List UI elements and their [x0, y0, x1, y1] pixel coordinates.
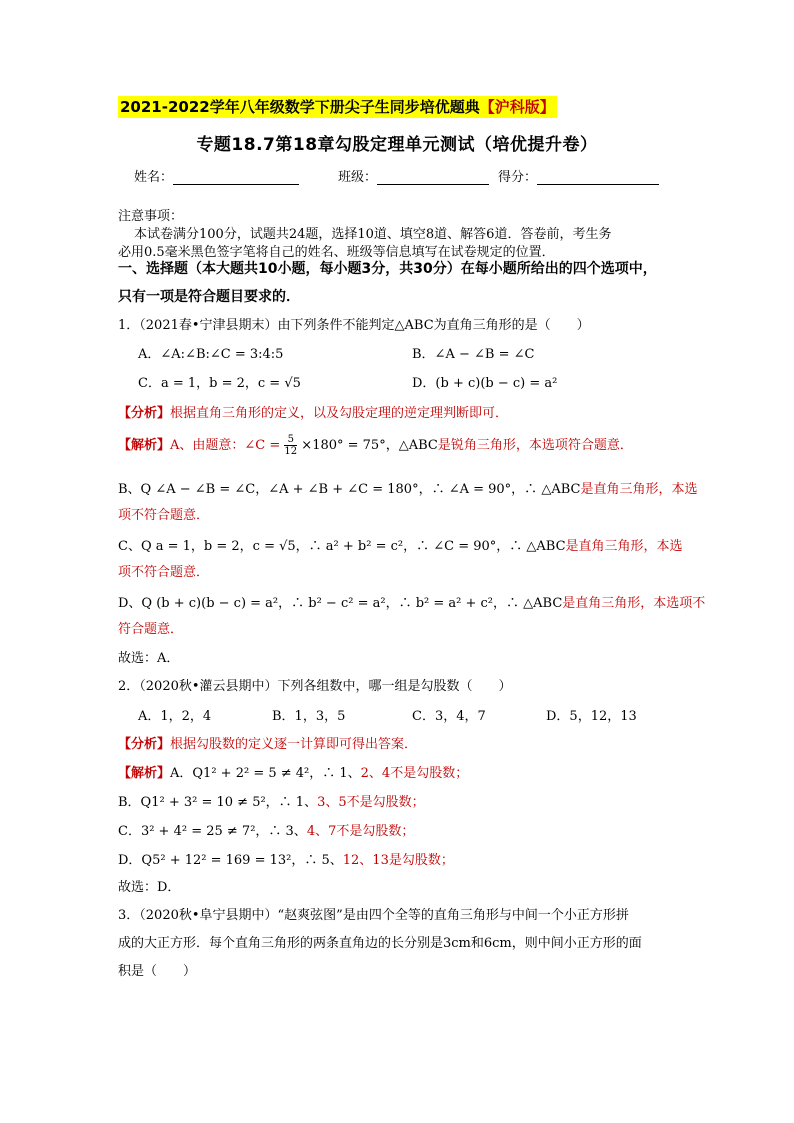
- q1-solution-d: [118, 592, 705, 611]
- q2-option-a: A．1，2，4: [138, 709, 212, 724]
- q2-solution-a: [118, 762, 468, 781]
- q1-sol-b-a: B、Q ∠A − ∠B = ∠C，∠A + ∠B + ∠C = 180°，∴ ∠A = 90°，∴ △ABC: [118, 482, 581, 497]
- q1-answer: 故选：A．: [118, 651, 180, 666]
- q2-analysis-text: 根据勾股数的定义逐一计算即可得出答案．: [170, 737, 418, 752]
- q2-sol-c-a: C．3² + 4² = 25 ≠ 7²，∴ 3、: [118, 824, 307, 839]
- q2-sol-b-a: B．Q1² + 3² = 10 ≠ 5²，∴ 1、: [118, 795, 318, 810]
- q1-sol-d-c: 符合题意．: [118, 622, 184, 637]
- q2-sol-a-b: 2、4: [360, 766, 391, 781]
- q1-option-a: A．∠A:∠B:∠C = 3:4:5: [138, 347, 284, 362]
- q3-stem-line-1: 3．（2020秋•阜宁县期中）“赵爽弦图”是由四个全等的直角三角形与中间一个小正方形拼: [118, 908, 629, 923]
- q2-analysis: [118, 733, 417, 752]
- fraction-denominator: 12: [284, 446, 298, 457]
- score-field-row: [498, 166, 659, 185]
- q2-option-b: B．1，3，5: [272, 709, 346, 724]
- q2-sol-b-c: 不是勾股数；: [346, 795, 425, 810]
- q1-solution-b: [118, 478, 697, 497]
- q1-solution-tag: 【解析】: [118, 438, 171, 453]
- q1-sol-b-b: 是直角三角形，本选: [580, 482, 698, 497]
- q1-sol-a-3: 是锐角三角形，本选项符合题意．: [437, 438, 633, 453]
- notes-line-1: 本试卷满分100分，试题共24题，选择10道、填空8道、解答6道．答卷前，考生务: [134, 227, 612, 242]
- name-label: 姓名：: [134, 170, 174, 185]
- q1-sol-d-b: 是直角三角形，本选项不: [562, 596, 706, 611]
- name-blank: [173, 170, 299, 185]
- q1-stem: 1．（2021春•宁津县期末）由下列条件不能判定△ABC为直角三角形的是（ ）: [118, 318, 590, 333]
- q1-sol-c-a: C、Q a = 1，b = 2，c = √5，∴ a² + b² = c²，∴ ∠C = 90°，∴ △ABC: [118, 539, 566, 554]
- q1-solution-c: [118, 535, 683, 554]
- q2-sol-d-b: 12、13: [342, 853, 389, 868]
- q2-option-c: C．3，4，7: [412, 709, 486, 724]
- q2-solution-tag: 【解析】: [118, 766, 171, 781]
- class-label: 班级：: [338, 170, 378, 185]
- q1-analysis: [118, 402, 508, 421]
- q2-sol-c-b: 4、7: [306, 824, 337, 839]
- q2-sol-b-b: 3、5: [317, 795, 347, 810]
- header-banner: [118, 96, 557, 118]
- class-field-row: [338, 166, 489, 185]
- q1-solution-a: [118, 434, 633, 457]
- banner-main-text: 2021-2022学年八年级数学下册尖子生同步培优题典: [120, 98, 480, 116]
- name-field-row: [134, 166, 299, 185]
- page-title: 专题18.7第18章勾股定理单元测试（培优提升卷）: [196, 135, 598, 155]
- q1-sol-b-c: 项不符合题意．: [118, 508, 210, 523]
- q1-sol-a-1: A、由题意：∠C =: [170, 438, 281, 453]
- q2-sol-a-c: 不是勾股数；: [390, 766, 469, 781]
- class-blank: [377, 170, 489, 185]
- fraction-numerator: 5: [284, 434, 297, 446]
- q2-sol-d-c: 是勾股数；: [388, 853, 454, 868]
- section1-heading-line-1: 一、选择题（本大题共10小题，每小题3分，共30分）在每小题所给出的四个选项中，: [118, 261, 657, 277]
- score-blank: [537, 170, 659, 185]
- q1-sol-c-b: 是直角三角形，本选: [565, 539, 683, 554]
- q2-stem: 2．（2020秋•灌云县期中）下列各组数中，哪一组是勾股数（ ）: [118, 679, 512, 694]
- fraction-5-12: [284, 434, 297, 457]
- q2-solution-c: [118, 820, 414, 839]
- q1-sol-d-a: D、Q (b + c)(b − c) = a²，∴ b² − c² = a²，∴ b² = a² + c²，∴ △ABC: [118, 596, 563, 611]
- q2-sol-d-a: D．Q5² + 12² = 169 = 13²，∴ 5、: [118, 853, 343, 868]
- notes-line-2: 必用0.5毫米黑色签字笔将自己的姓名、班级等信息填写在试卷规定的位置．: [118, 245, 555, 260]
- q2-answer: 故选：D．: [118, 880, 181, 895]
- q1-option-c: C．a = 1，b = 2，c = √5: [138, 376, 301, 391]
- q2-solution-b: [118, 791, 425, 810]
- score-label: 得分：: [498, 170, 538, 185]
- q2-solution-d: [118, 849, 454, 868]
- q1-analysis-tag: 【分析】: [118, 406, 171, 421]
- q1-sol-a-2: ×180° = 75°，△ABC: [301, 438, 438, 453]
- section1-heading-line-2: 只有一项是符合题目要求的．: [118, 289, 300, 305]
- q2-sol-c-c: 不是勾股数；: [336, 824, 415, 839]
- q2-sol-a-a: A．Q1² + 2² = 5 ≠ 4²，∴ 1、: [170, 766, 361, 781]
- notes-heading: 注意事项：: [118, 209, 184, 224]
- q1-option-b: B．∠A − ∠B = ∠C: [412, 347, 535, 362]
- q1-sol-c-c: 项不符合题意．: [118, 565, 210, 580]
- banner-edition-text: 【沪科版】: [479, 98, 555, 116]
- q3-stem-line-2: 成的大正方形．每个直角三角形的两条直角边的长分别是3cm和6cm，则中间小正方形的面: [118, 936, 642, 951]
- q2-analysis-tag: 【分析】: [118, 737, 171, 752]
- q1-analysis-text: 根据直角三角形的定义，以及勾股定理的逆定理判断即可．: [170, 406, 509, 421]
- q3-stem-line-3: 积是（ ）: [118, 964, 197, 979]
- q1-option-d: D．(b + c)(b − c) = a²: [412, 376, 558, 391]
- q2-option-d: D．5，12，13: [546, 709, 637, 724]
